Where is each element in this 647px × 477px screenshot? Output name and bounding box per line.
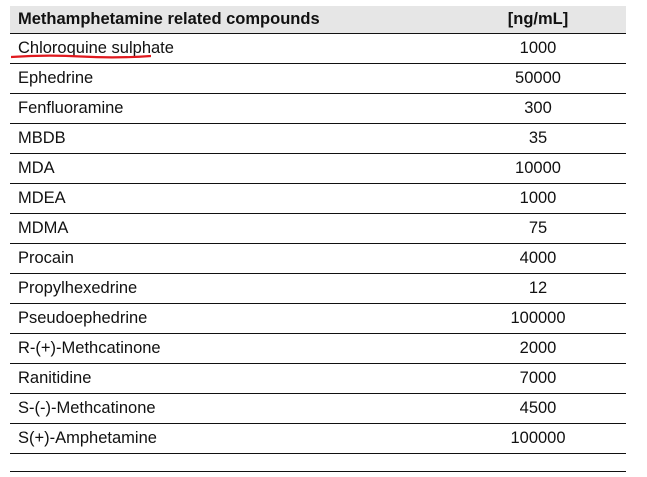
compound-name: Pseudoephedrine [18, 309, 148, 327]
compound-value: 50000 [515, 69, 561, 87]
table-bottom-rule [10, 454, 626, 472]
compound-name[interactable]: Chloroquine sulphate [18, 39, 174, 57]
table-row [10, 424, 626, 454]
compound-value: 1000 [519, 39, 557, 57]
compound-name: MDMA [18, 219, 69, 237]
compound-name: MBDB [18, 129, 66, 147]
compound-value: 75 [528, 219, 548, 237]
table-row [10, 34, 626, 64]
table-row [10, 214, 626, 244]
compound-name: Propylhexedrine [18, 279, 138, 297]
compound-name: Fenfluoramine [18, 99, 124, 117]
compound-name: MDA [18, 159, 55, 177]
compound-name: R-(+)-Methcatinone [18, 339, 161, 357]
table-header-row [10, 6, 626, 34]
header-concentration-unit: [ng/mL] [507, 10, 569, 28]
compound-value: 4000 [519, 249, 557, 267]
compound-name: Ephedrine [18, 69, 94, 87]
compound-value: 35 [528, 129, 548, 147]
compound-name: Procain [18, 249, 74, 267]
table-row [10, 94, 626, 124]
table-row [10, 274, 626, 304]
compound-value: 12 [528, 279, 548, 297]
table-row [10, 124, 626, 154]
compound-name: Ranitidine [18, 369, 92, 387]
compound-value: 10000 [515, 159, 561, 177]
table-row [10, 364, 626, 394]
compound-value: 2000 [519, 339, 557, 357]
header-compound-name: Methamphetamine related compounds [18, 10, 320, 28]
table-row [10, 244, 626, 274]
compound-value: 4500 [519, 399, 557, 417]
table-row [10, 394, 626, 424]
compound-value: 1000 [519, 189, 557, 207]
compound-name: S-(-)-Methcatinone [18, 399, 156, 417]
table-row [10, 154, 626, 184]
compound-name: MDEA [18, 189, 66, 207]
table-row [10, 184, 626, 214]
compound-table [10, 6, 626, 472]
compound-name: S(+)-Amphetamine [18, 429, 157, 447]
table-row [10, 64, 626, 94]
table-row [10, 334, 626, 364]
compound-value: 7000 [519, 369, 557, 387]
table-row [10, 304, 626, 334]
compound-value: 100000 [510, 429, 566, 447]
compound-value: 100000 [510, 309, 566, 327]
compound-value: 300 [524, 99, 552, 117]
